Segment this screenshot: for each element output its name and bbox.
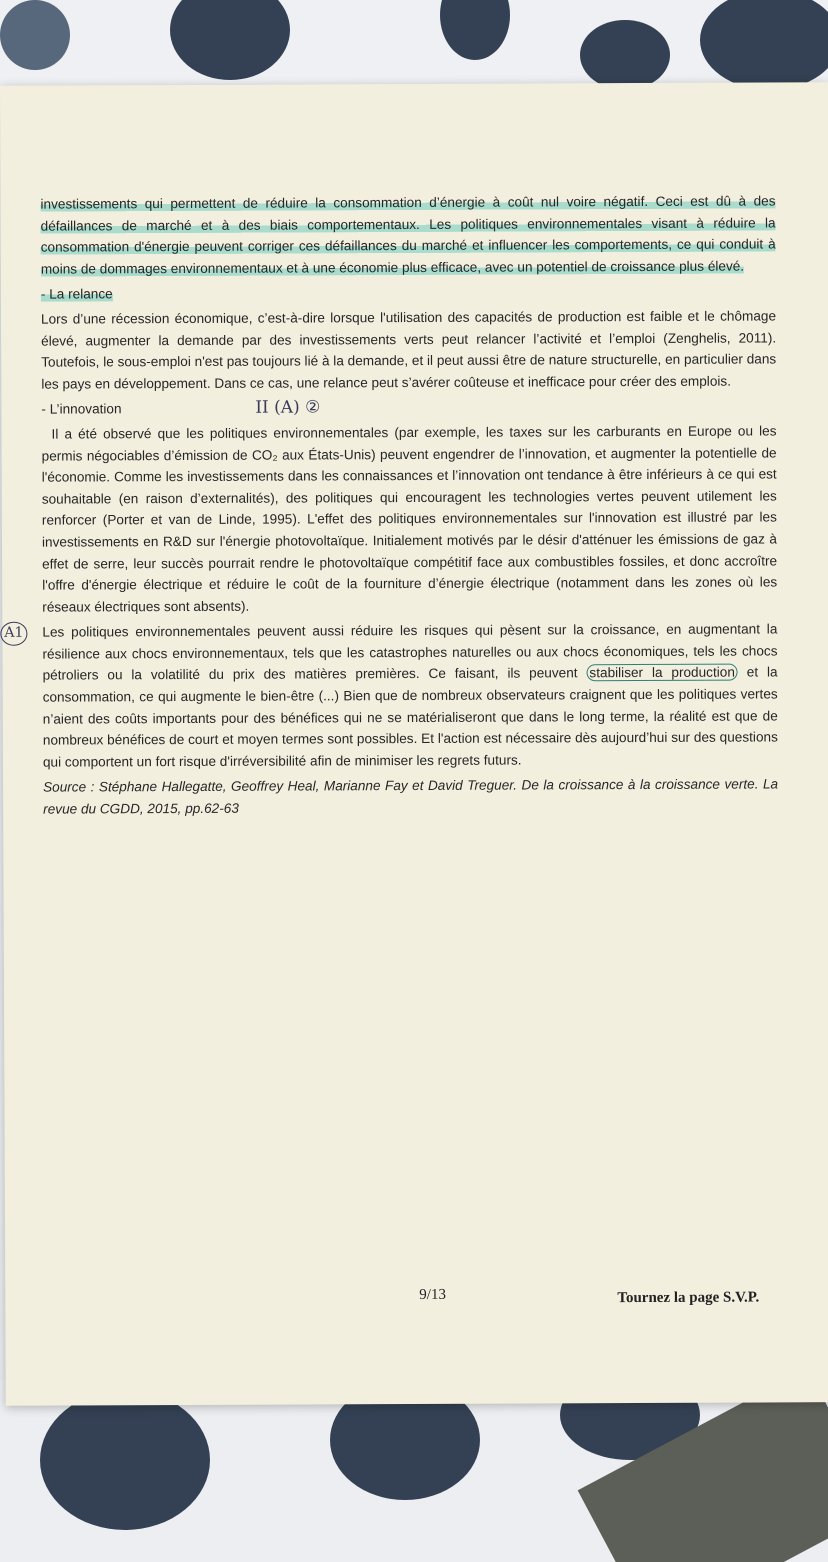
circled-phrase: stabiliser la production [586, 664, 738, 682]
page-content [4, 190, 779, 824]
fabric-flower [700, 0, 828, 90]
fabric-flower [170, 0, 290, 80]
heading-innovation [41, 396, 776, 421]
pencil-annotation: II (A) ② [255, 397, 321, 419]
printed-page [0, 82, 828, 1406]
paragraph-intro [40, 190, 775, 280]
paragraph-relance: Lors d’une récession économique, c’est-à-dire lorsque l'utilisation des capacités de production est faible et le chômage élevé, augmenter la demande par des investissements verts peut relancer l’activité et l’emploi (Zenghelis, 2011). Toutefois, le sous-emploi n'est pas toujours lié à la demande, et il peut aussi être de nature structurelle, en particulier dans les pays en développement. Dans ce cas, une relance peut s’avérer coûteuse et inefficace pour créer des emplois. [40, 308, 777, 392]
paragraph-intro-text: investissements qui permettent de réduire la consommation d’énergie à coût nul voire négatif. Ceci est dû à des défaillances de marché et à des biais comportementaux. Les politiques environnementales visant à réduire la consommation d'énergie peuvent corriger ces défaillances du marché et influencer les comportements, ce qui conduit à moins de dommages environnementaux et à une économie plus efficace, avec un potentiel de croissance plus élevé. [40, 193, 776, 277]
margin-annotation: A1 [0, 622, 27, 646]
page-number: 9/13 [419, 1286, 446, 1303]
turn-page-note: Tournez la page S.V.P. [617, 1289, 760, 1307]
fabric-flower [440, 0, 510, 60]
heading-relance-text: - La relance [40, 286, 113, 303]
paragraph-risques-part2: et la consommation, ce qui augmente le bien-être (...) Bien que de nombreux observateurs craignent que les politiques vertes n’aient des coûts importants pour des bénéfices qui ne se matérialiseront que dans le long terme, la réalité est que de nombreux bénéfices de court et moyen termes sont possibles. Et l'action est nécessaire dès aujourd’hui sur des questions qui comportent un fort risque d'irréversibilité afin de minimiser les regrets futurs. [42, 664, 778, 770]
fabric-flower [580, 20, 670, 90]
paragraph-innovation: Il a été observé que les politiques environnementales (par exemple, les taxes sur les carburants en Europe ou les permis négociables d’émission de CO₂ aux États-Unis) peuvent engendrer de l’innovation, et augmenter la potentielle de l'économie. Comme les investissements dans les connaissances et l’innovation ont tendance à être inférieurs à ce qui est souhaitable (en raison d’externalités), des politiques qui encouragent les technologies vertes peuvent utilement les renforcer (Porter et van de Linde, 1995). L'effet des politiques environnementales sur l'innovation est illustré par les investissements en R&D sur l'énergie photovoltaïque. Initialement motivés par le désir d'atténuer les émissions de gaz à effet de serre, leur succès pourrait rendre le photovoltaïque compétitif face aux combustibles fossiles, et donc accroître l'offre d'énergie électrique et réduire le coût de la fourniture d’énergie électrique (notamment dans les zones où les réseaux électriques sont absents). [41, 423, 778, 615]
heading-relance [41, 281, 776, 306]
fabric-background-bottom [0, 1380, 828, 1562]
paragraph-risques [4, 619, 778, 773]
paragraph-risques-part1: Les politiques environnementales peuvent aussi réduire les risques qui pèsent sur la croissance, en augmentant la résilience aux chocs environnementaux, tels que les catastrophes naturelles ou aux chocs économiques, tels les chocs pétroliers ou la volatilité du prix des matières premières. Ce faisant, ils peuvent [42, 621, 778, 684]
fabric-flower [0, 0, 70, 70]
fabric-background-top [0, 0, 828, 95]
fabric-flower [40, 1390, 210, 1530]
source-citation: Source : Stéphane Hallegatte, Geoffrey Heal, Marianne Fay et David Treguer. De la croissance à la croissance verte. La revue du CGDD, 2015, pp.62-63 [43, 776, 779, 817]
heading-innovation-text: - L’innovation [41, 401, 122, 417]
